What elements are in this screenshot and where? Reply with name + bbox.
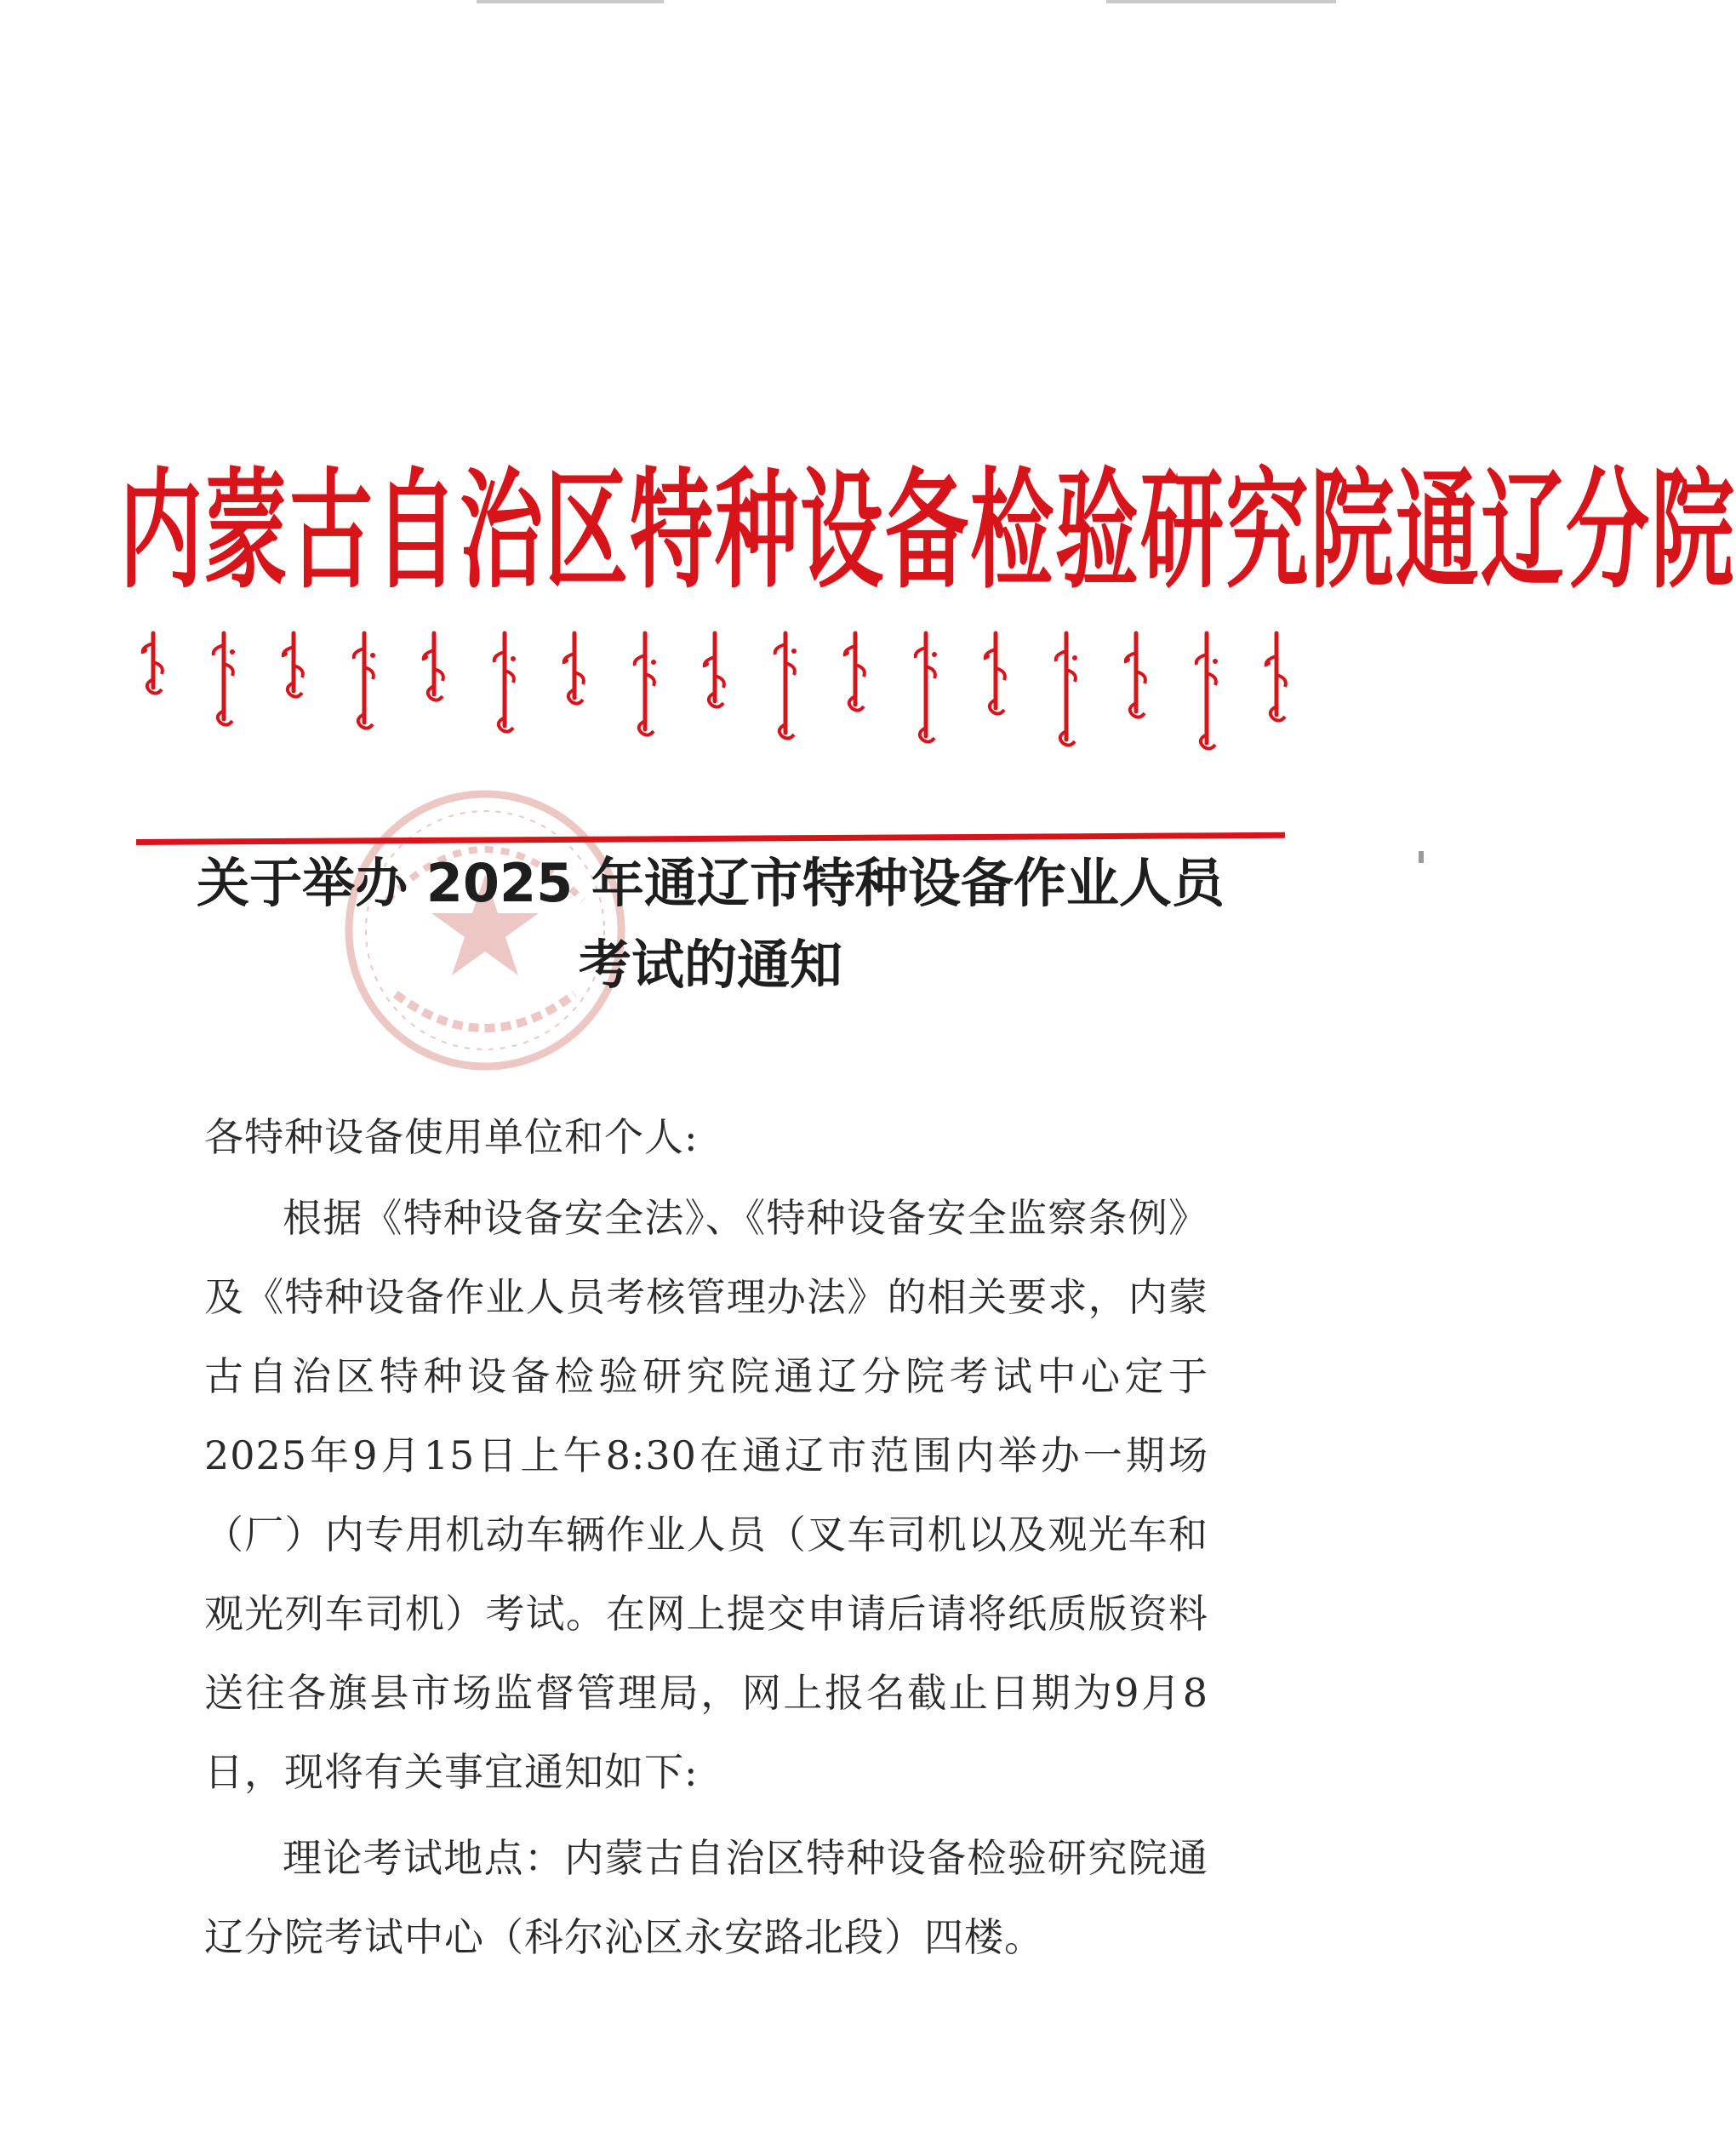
mongolian-word-glyph [768,628,802,756]
scan-edge-tick [1419,851,1424,863]
document-title-line2: 考试的通知 [578,934,842,996]
mongolian-word-glyph [417,628,451,756]
mongolian-word-glyph [557,628,591,756]
mongolian-word-glyph [1190,628,1224,756]
mongolian-word-glyph [628,628,662,756]
letterhead-mongolian-script [136,628,1293,756]
document-body [204,1098,1208,1977]
mongolian-word-glyph [347,628,381,756]
mongolian-word-glyph [1119,628,1153,756]
mongolian-word-glyph [277,628,311,756]
mongolian-word-glyph [909,628,943,756]
document-title [136,843,1285,1006]
document-title-line1: 关于举办 2025 年通辽市特种设备作业人员 [197,852,1225,914]
mongolian-word-glyph [838,628,872,756]
salutation: 各特种设备使用单位和个人: [204,1114,699,1160]
mongolian-word-glyph [1259,628,1293,756]
mongolian-word-glyph [1049,628,1083,756]
letterhead-org-name: 内蒙古自治区特种设备检验研究院通辽分院 [119,455,1736,608]
mongolian-word-glyph [488,628,522,756]
mongolian-word-glyph [979,628,1013,756]
mongolian-word-glyph [698,628,732,756]
paragraph-exam-notice: 根据《特种设备安全法》、《特种设备安全监察条例》及《特种设备作业人员考核管理办法》的相关要求，内蒙古自治区特种设备检验研究院通辽分院考试中心定于2025年9月15日上午8:30在通辽市范围内举办一期场（厂）内专用机动车辆作业人员（叉车司机以及观光车和观光列车司机）考试。在网上提交申请后请将纸质版资料送往各旗县市场监督管理局，网上报名截止日期为9月8日，现将有关事宜通知如下: [204,1195,1208,1795]
mongolian-word-glyph [136,628,170,756]
mongolian-word-glyph [207,628,241,756]
paragraph-theory-exam-location: 理论考试地点：内蒙古自治区特种设备检验研究院通辽分院考试中心（科尔沁区永安路北段）四楼。 [204,1835,1208,1960]
scan-edge-marks [0,0,1430,12]
